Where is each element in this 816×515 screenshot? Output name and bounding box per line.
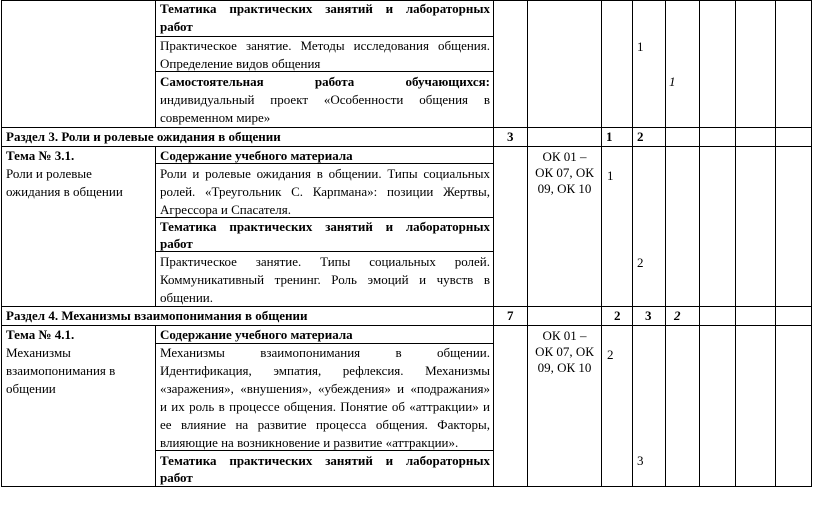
content-text-line: Роли и ролевые ожидания в общении. Типы социальных (160, 166, 490, 181)
competences-line: 09, ОК 10 (537, 360, 592, 375)
practice-hours: 1 (637, 39, 644, 54)
content-text-line: «заражения», «внушения», «убеждения» и «подражания» (160, 381, 490, 396)
section-4-title: Раздел 4. Механизмы взаимопонимания в общении (6, 308, 308, 323)
section-4-col-c: 2 (674, 308, 681, 323)
topic-4-1-name: Механизмы (6, 345, 71, 360)
content-heading: Содержание учебного материала (160, 327, 353, 342)
section-3-col-a: 1 (606, 129, 613, 144)
practice-text-line: Коммуникативный тренинг. Роль эмоций и чувств в (160, 272, 490, 287)
content-text-line: ее влияние на развитие процесса общения. Факторы, (160, 417, 490, 432)
practice-text-line: Практическое занятие. Типы социальных ролей. (160, 254, 490, 269)
self-work-hours: 1 (669, 74, 676, 89)
practice-text-line: Определение видов общения (160, 56, 321, 71)
self-work-heading: Самостоятельная работа обучающихся: (160, 74, 490, 89)
content-text-line: ролей. «Треугольник С. Карпмана»: позиции Жертвы, (160, 184, 490, 199)
content-text-line: Агрессора и Спасателя. (160, 202, 292, 217)
topic-3-1-name: ожидания в общении (6, 184, 123, 199)
practice-heading-cont: работ (160, 19, 193, 34)
topic-4-1-name: общении (6, 381, 56, 396)
self-work-text-line: современном мире» (160, 110, 271, 125)
content-text-line: Идентификация, эмпатия, рефлексия. Механизмы (160, 363, 490, 378)
competences-line: ОК 01 – (542, 149, 587, 164)
content-hours: 2 (607, 347, 614, 362)
practice-hours: 3 (637, 453, 644, 468)
section-4-col-a: 2 (614, 308, 621, 323)
topic-3-1-name: Роли и ролевые (6, 166, 92, 181)
section-3-title: Раздел 3. Роли и ролевые ожидания в общении (6, 129, 281, 144)
self-work-text-line: индивидуальный проект «Особенности общения в (160, 92, 490, 107)
section-3-col-b: 2 (637, 129, 644, 144)
competences-line: ОК 07, ОК (535, 344, 594, 359)
practice-heading: Тематика практических занятий и лабораторных (160, 453, 490, 468)
practice-heading: Тематика практических занятий и лабораторных (160, 1, 490, 16)
content-heading: Содержание учебного материала (160, 148, 353, 163)
section-3-hours: 3 (507, 129, 514, 144)
practice-hours: 2 (637, 255, 644, 270)
topic-4-1-title: Тема № 4.1. (6, 327, 75, 342)
content-text-line: Механизмы взаимопонимания в общении. (160, 345, 490, 360)
topic-4-1-name: взаимопонимания в (6, 363, 116, 378)
section-4-hours: 7 (507, 308, 514, 323)
content-text-line: и их роль в процессе общения. Понятие об «аттракции» и (160, 399, 490, 414)
competences-line: 09, ОК 10 (537, 181, 592, 196)
content-hours: 1 (607, 168, 614, 183)
section-4-col-b: 3 (645, 308, 652, 323)
practice-heading: Тематика практических занятий и лабораторных (160, 219, 490, 234)
topic-3-1-title: Тема № 3.1. (6, 148, 75, 163)
practice-text-line: общении. (160, 290, 214, 305)
content-text-line: влияющие на возникновение и развитие «аттракции». (160, 435, 459, 450)
competences-line: ОК 07, ОК (535, 165, 594, 180)
competences-line: ОК 01 – (542, 328, 587, 343)
practice-heading-cont: работ (160, 236, 193, 251)
practice-heading-cont: работ (160, 470, 193, 485)
practice-text-line: Практическое занятие. Методы исследования общения. (160, 38, 490, 53)
